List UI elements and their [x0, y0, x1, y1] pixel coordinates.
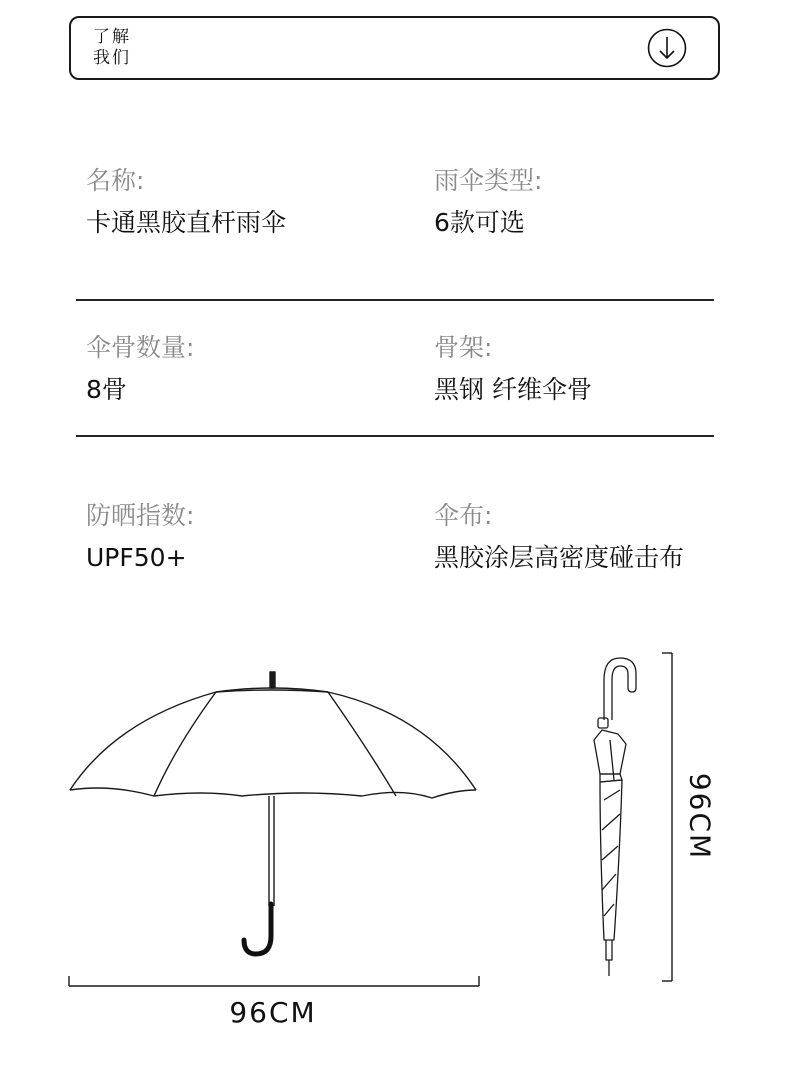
spec-fabric-label: 伞布: — [434, 501, 493, 530]
spec-frame — [434, 333, 592, 405]
width-dimension-line — [68, 974, 480, 988]
divider — [76, 299, 714, 301]
spec-uv — [86, 501, 194, 573]
spec-name-value: 卡通黑胶直杆雨伞 — [86, 208, 287, 237]
spec-frame-value: 黑钢 纤维伞骨 — [434, 375, 592, 404]
download-circle-icon[interactable] — [647, 28, 687, 68]
spec-ribs — [86, 333, 194, 405]
spec-fabric — [434, 501, 684, 573]
divider — [76, 435, 714, 437]
spec-name — [86, 166, 286, 238]
open-umbrella-illustration — [66, 666, 482, 962]
spec-ribs-value: 8骨 — [86, 375, 127, 404]
spec-ribs-label: 伞骨数量: — [86, 333, 195, 362]
spec-fabric-value: 黑胶涂层高密度碰击布 — [434, 543, 685, 572]
spec-name-label: 名称: — [86, 166, 145, 195]
length-dimension-label: 96CM — [683, 772, 717, 861]
about-us-line-1: 了解 — [93, 27, 131, 47]
spec-type-value: 6款可选 — [434, 208, 525, 237]
about-us-bar[interactable] — [69, 16, 720, 80]
about-us-title — [93, 27, 137, 69]
spec-frame-label: 骨架: — [434, 333, 493, 362]
about-us-line-2: 我们 — [93, 48, 131, 68]
spec-uv-value: UPF50+ — [86, 543, 187, 572]
length-dimension-line — [660, 652, 674, 982]
width-dimension-label: 96CM — [229, 996, 317, 1029]
spec-uv-label: 防晒指数: — [86, 501, 195, 530]
spec-type — [434, 166, 542, 238]
spec-type-label: 雨伞类型: — [434, 166, 543, 195]
closed-umbrella-illustration — [580, 650, 650, 982]
